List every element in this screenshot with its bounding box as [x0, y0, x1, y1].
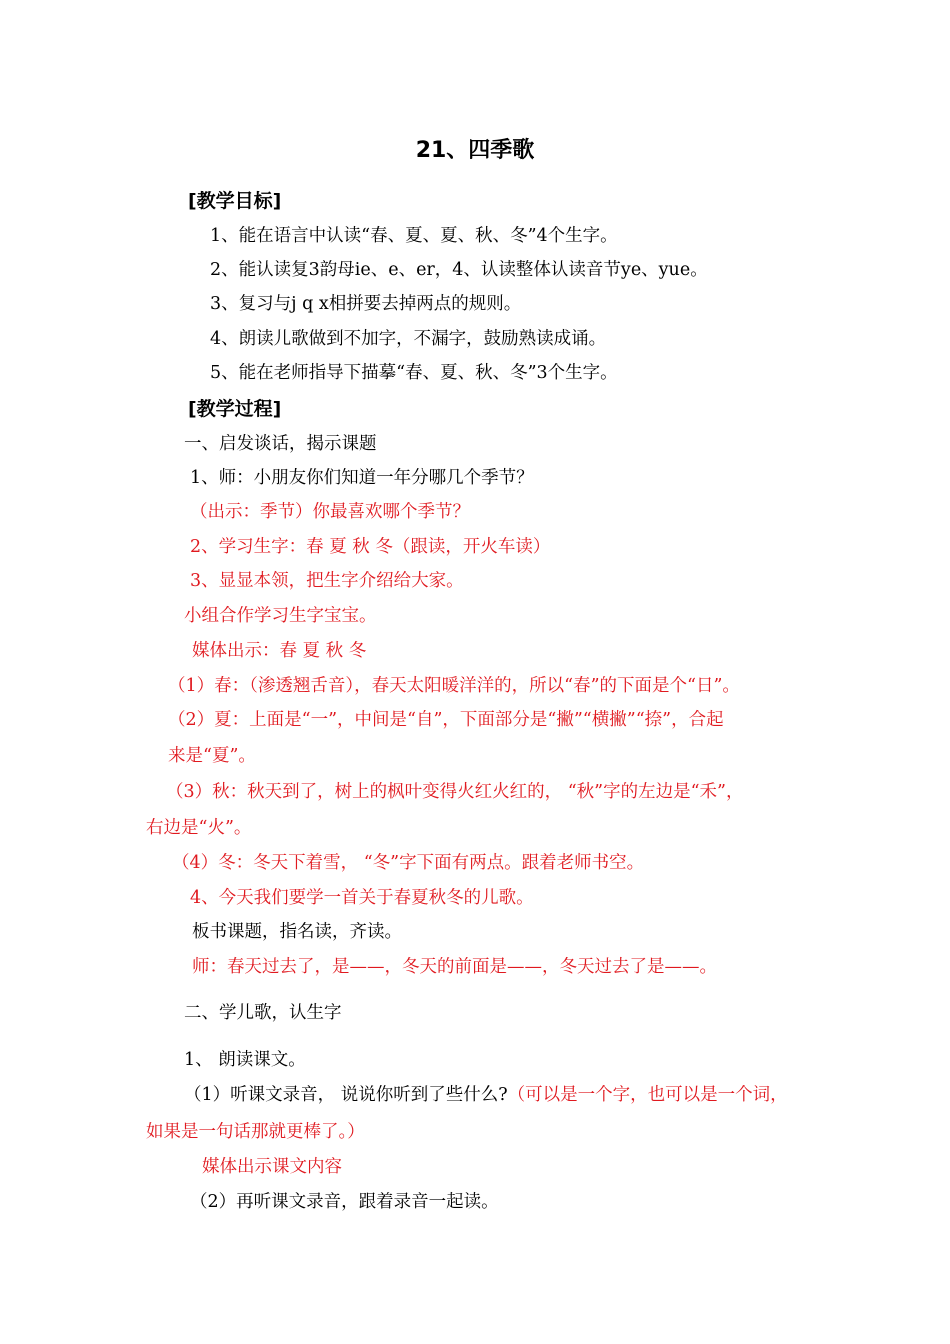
section-2-heading: 二、学儿歌，认生字 [184, 1003, 342, 1023]
process-line: 板书课题，指名读，齐读。 [192, 922, 402, 942]
process-heading: [教学过程] [188, 398, 282, 420]
process-line: （出示：季节）你最喜欢哪个季节？ [190, 502, 470, 522]
section-1-heading: 一、启发谈话，揭示课题 [184, 434, 377, 454]
process-line: 1、 朗读课文。 [184, 1050, 306, 1070]
process-line: 师：春天过去了，是——，冬天的前面是——，冬天过去了是——。 [192, 957, 717, 977]
process-line: 小组合作学习生字宝宝。 [184, 606, 377, 626]
objective-item-1: 1、能在语言中认读“春、夏、夏、秋、冬”4个生字。 [210, 226, 618, 246]
objective-item-2: 2、能认读复3韵母ie、e、er，4、认读整体认读音节ye、yue。 [210, 260, 708, 280]
process-line: 1、师：小朋友你们知道一年分哪几个季节？ [190, 468, 534, 488]
process-line: （4）冬：冬天下着雪， “冬”字下面有两点。跟着老师书空。 [172, 853, 645, 873]
process-line-part: （可以是一个字，也可以是一个词， [507, 1085, 788, 1105]
objective-item-4: 4、朗读儿歌做到不加字，不漏字，鼓励熟读成诵。 [210, 329, 607, 349]
process-line: 4、今天我们要学一首关于春夏秋冬的儿歌。 [190, 888, 534, 908]
objective-item-5: 5、能在老师指导下描摹“春、夏、秋、冬”3个生字。 [210, 363, 618, 383]
objective-item-3: 3、复习与j q x相拼要去掉两点的规则。 [210, 294, 522, 314]
process-line: （2）夏：上面是“一”，中间是“自”，下面部分是“撇”“横撇”“捺”，合起 [168, 710, 724, 730]
page-title: 21、四季歌 [415, 138, 535, 163]
process-line: 3、显显本领，把生字介绍给大家。 [190, 571, 464, 591]
process-line: （3）秋：秋天到了，树上的枫叶变得火红火红的， “秋”字的左边是“禾”， [166, 782, 744, 802]
process-line: 右边是“火”。 [146, 818, 252, 838]
objectives-heading: [教学目标] [188, 190, 282, 212]
process-line: 媒体出示：春 夏 秋 冬 [192, 641, 367, 661]
process-line [184, 1083, 788, 1107]
process-line: 媒体出示课文内容 [202, 1157, 342, 1177]
process-line-part: （1）听课文录音， 说说你听到了些什么? [184, 1085, 508, 1105]
process-line: 如果是一句话那就更棒了。） [146, 1122, 365, 1142]
process-line: 2、学习生字：春 夏 秋 冬（跟读，开火车读） [190, 537, 551, 557]
process-line: （2）再听课文录音，跟着录音一起读。 [190, 1192, 499, 1212]
process-line: 来是“夏”。 [168, 746, 256, 766]
process-line: （1）春：（渗透翘舌音），春天太阳暖洋洋的，所以“春”的下面是个“日”。 [168, 676, 740, 696]
